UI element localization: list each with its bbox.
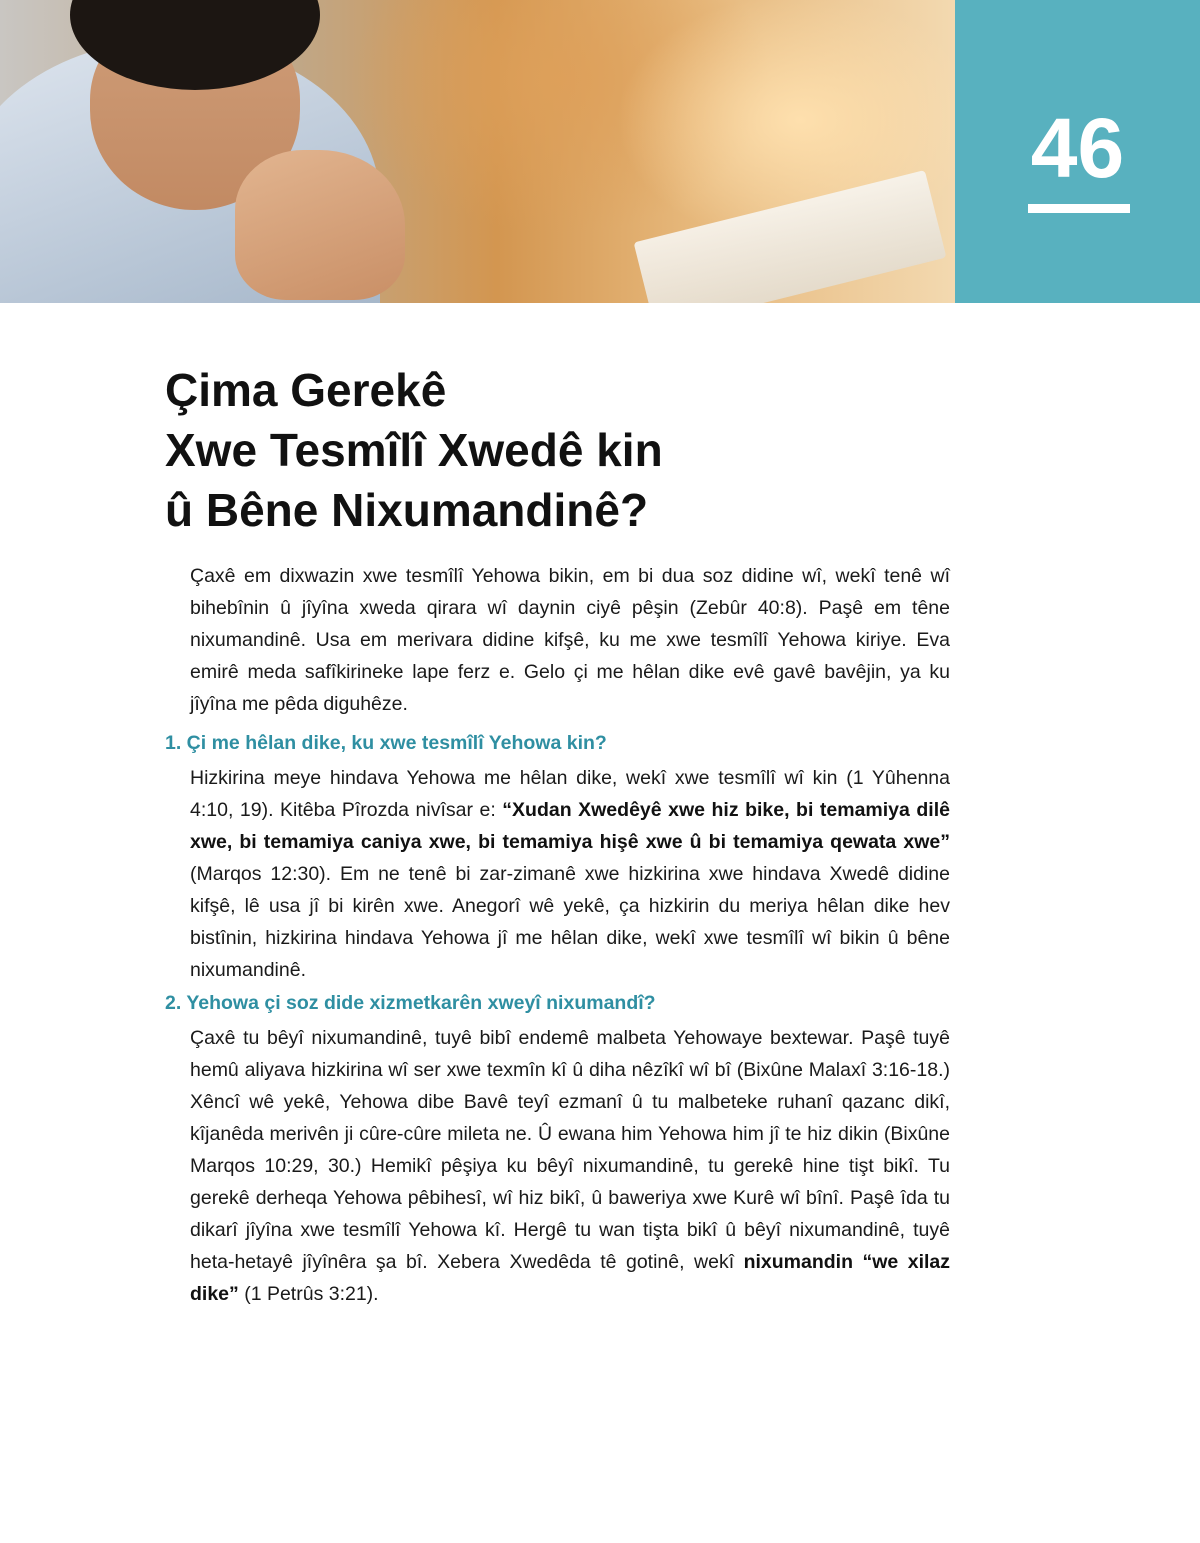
answer-paragraph-2 bbox=[190, 1022, 950, 1310]
answer-2-scripture-quote: nixumandin “we xilaz dike” bbox=[190, 1251, 951, 1305]
answer-paragraph-1 bbox=[190, 762, 950, 986]
answer-2-text-before: Çaxê tu bêyî nixumandinê, tuyê bibî endemê malbeta Yehowaye bextewar. Paşê tuyê hemû aliyava hizkirina wî ser xwe texmîn kî û diha nêzîkî wî bî (Bixûne Malaxî 3:16-18.) Xêncî wê yekê, Yehowa dibe Bavê teyî ezmanî û tu malbeteke ruhanî qazanc dikî, kîjanêda merivên ji cûre-cûre mileta ne. Û ewana him Yehowa him jî te hiz dikin (Bixûne Marqos 10:29, 30.) Hemikî pêşiya ku bêyî nixumandinê, tu gerekê hine tişt bikî. Tu gerekê derheqa Yehowa pêbihesî, wî hiz bikî, û baweriya xwe Kurê wî bînî. Paşê îda tu dikarî jîyîna xwe tesmîlî Yehowa kî. Hergê tu wan tişta bikî û bêyî nixumandinê, tuyê heta-hetayê jîyînêra şa bî. Xebera Xwedêda tê gotinê, wekî bbox=[190, 1027, 950, 1273]
intro-paragraph bbox=[190, 560, 950, 720]
page-title bbox=[165, 360, 905, 540]
title-line-1: Çima Gerekê bbox=[165, 364, 447, 416]
lesson-number: 46 bbox=[1030, 101, 1125, 195]
answer-1-text-after: (Marqos 12:30). Em ne tenê bi zar-zimanê xwe hizkirina xwe hindava Xwedê didine kifşê, lê usa jî bi kirên xwe. Anegorî wê yekê, ça hizkirin du meriya hêlan dike hev bistînin, hizkirina hindava Yehowa jî me hêlan dike, wekî xwe tesmîlî wî bikin û bêne nixumandinê. bbox=[190, 863, 950, 981]
photo-open-book bbox=[634, 170, 947, 303]
photo-praying-hands bbox=[235, 150, 405, 300]
answer-1-scripture-quote: “Xudan Xwedêyê xwe hiz bike, bi temamiya dilê xwe, bi temamiya caniya xwe, bi temamiya hişê xwe û bi temamiya qewata xwe” bbox=[190, 799, 950, 853]
answer-text-1 bbox=[190, 762, 950, 986]
lesson-number-underline bbox=[1028, 204, 1130, 213]
question-heading-1: 1. Çi me hêlan dike, ku xwe tesmîlî Yehowa kin? bbox=[165, 732, 607, 754]
title-line-2: Xwe Tesmîlî Xwedê kin bbox=[165, 424, 663, 476]
lesson-number-badge bbox=[955, 0, 1200, 303]
answer-1-text-before: Hizkirina meye hindava Yehowa me hêlan dike, wekî xwe tesmîlî wî kin (1 Yûhenna 4:10, 19). Kitêba Pîrozda nivîsar e: bbox=[190, 767, 950, 821]
intro-text: Çaxê em dixwazin xwe tesmîlî Yehowa bikin, em bi dua soz didine wî, wekî tenê wî bihebînin û jîyîna xweda qirara wî daynin ciyê pêşin (Zebûr 40:8). Paşê em têne nixumandinê. Usa em merivara didine kifşê, ku me xwe tesmîlî Yehowa kiriye. Eva emirê meda safîkirineke lape ferz e. Gelo çi me hêlan dike evê gavê bavêjin, ya ku jîyîna me pêda diguhêze. bbox=[190, 565, 950, 715]
answer-text-2 bbox=[190, 1022, 950, 1310]
question-heading-2: 2. Yehowa çi soz dide xizmetkarên xweyî nixumandî? bbox=[165, 992, 656, 1014]
title-line-3: û Bêne Nixumandinê? bbox=[165, 484, 649, 536]
answer-2-text-after: (1 Petrûs 3:21). bbox=[238, 1283, 379, 1305]
hero-photo bbox=[0, 0, 955, 303]
